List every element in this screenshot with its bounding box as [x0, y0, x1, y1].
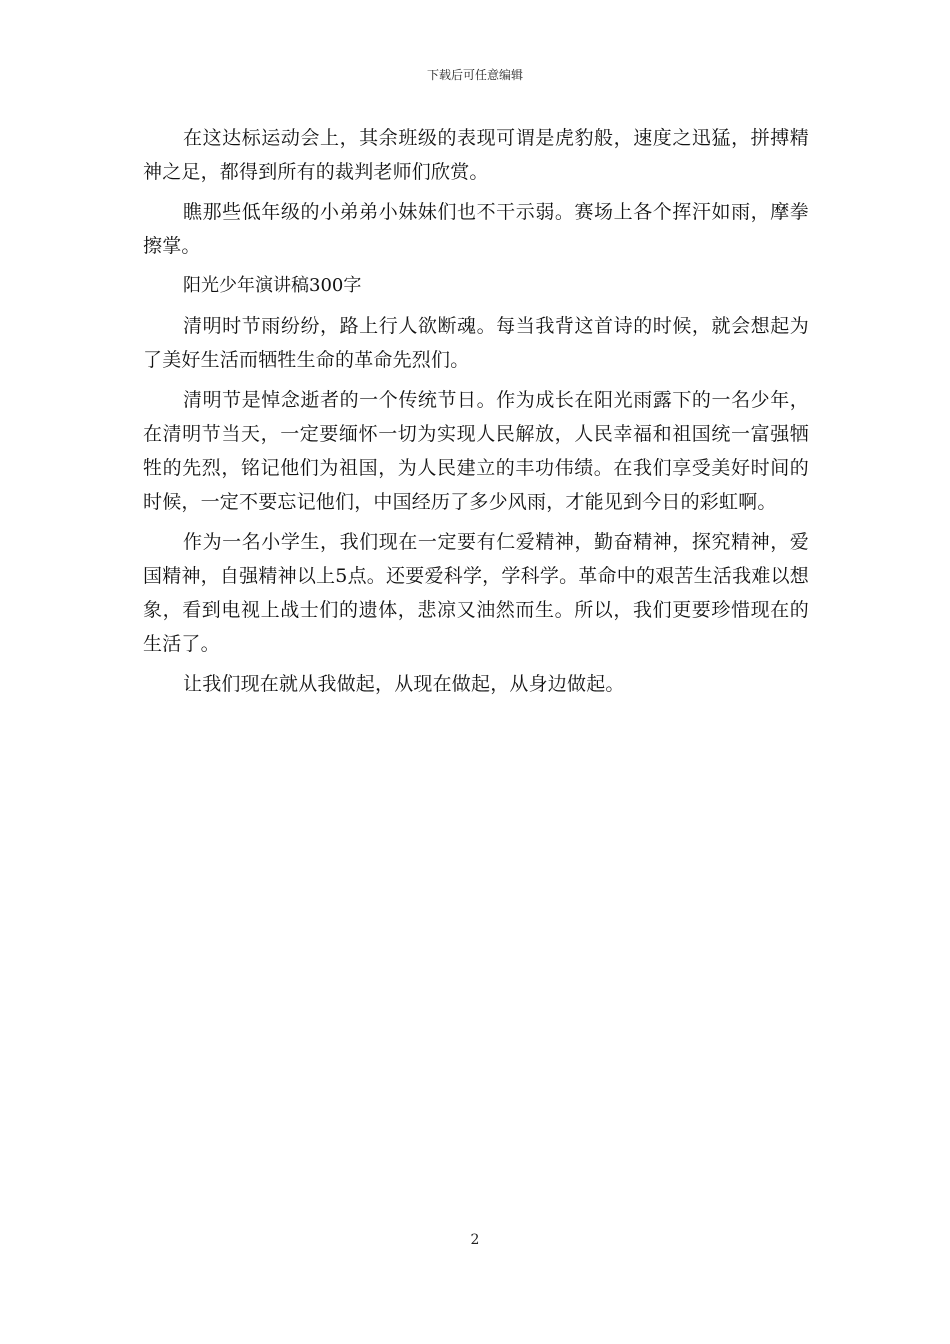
paragraph: 在这达标运动会上，其余班级的表现可谓是虎豹般，速度之迅猛，拼搏精神之足，都得到所有的裁判老师们欣赏。	[143, 127, 809, 183]
paragraph: 清明节是悼念逝者的一个传统节日。作为成长在阳光雨露下的一名少年，在清明节当天，一定要缅怀一切为实现人民解放，人民幸福和祖国统一富强牺牲的先烈，铭记他们为祖国，为人民建立的丰功伟绩。在我们享受美好时间的时候，一定不要忘记他们，中国经历了多少风雨，才能见到今日的彩虹啊。	[143, 389, 809, 513]
paragraph: 作为一名小学生，我们现在一定要有仁爱精神，勤奋精神，探究精神，爱国精神，自强精神以上5点。还要爱科学，学科学。革命中的艰苦生活我难以想象，看到电视上战士们的遗体，悲凉又油然而生。所以，我们更要珍惜现在的生活了。	[143, 531, 809, 655]
section-title: 阳光少年演讲稿300字	[183, 275, 362, 296]
paragraph: 清明时节雨纷纷，路上行人欲断魂。每当我背这首诗的时候，就会想起为了美好生活而牺牲生命的革命先烈们。	[143, 315, 809, 371]
paragraph: 让我们现在就从我做起，从现在做起，从身边做起。	[183, 673, 625, 695]
page-number: 2	[470, 1232, 480, 1248]
document-body	[143, 121, 809, 707]
page-header: 下载后可任意编辑	[426, 68, 523, 82]
paragraph: 瞧那些低年级的小弟弟小妹妹们也不干示弱。赛场上各个挥汗如雨，摩拳擦掌。	[143, 201, 809, 257]
